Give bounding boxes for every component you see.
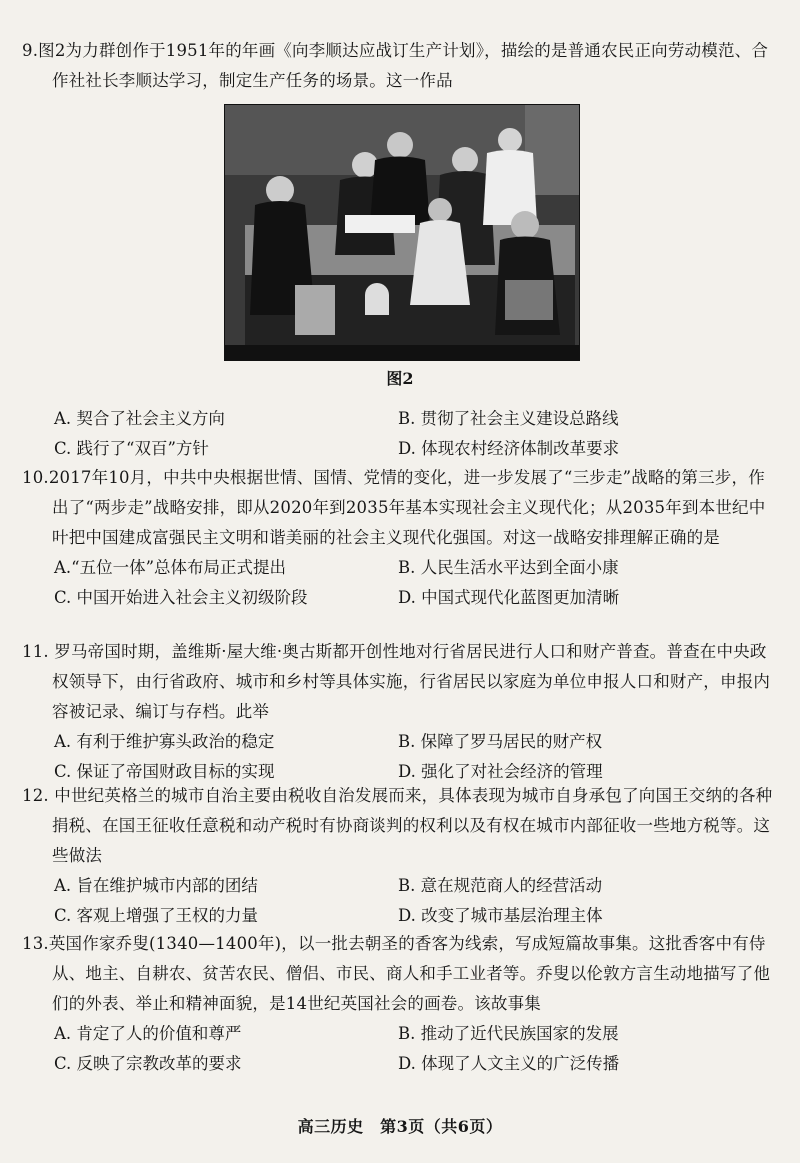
option-c[interactable]: C. 客观上增强了王权的力量	[54, 906, 259, 925]
question-13	[22, 929, 774, 1079]
figure-2-image	[225, 105, 579, 360]
question-stem: 11. 罗马帝国时期，盖维斯·屋大维·奥古斯都开创性地对行省居民进行人口和财产普查。普查在中央政权领导下，由行省政府、城市和乡村等具体实施，行省居民以家庭为单位申报人口和财产，申报内容被记录、编订与存档。此举	[22, 642, 771, 721]
question-stem: 10.2017年10月，中共中央根据世情、国情、党情的变化，进一步发展了“三步走”战略的第三步，作出了“两步走”战略安排，即从2020年到2035年基本实现社会主义现代化；从2035年到本世纪中叶把中国建成富强民主文明和谐美丽的社会主义现代化强国。对这一战略安排理解正确的是	[22, 468, 766, 547]
option-c[interactable]: C. 反映了宗教改革的要求	[54, 1054, 242, 1073]
option-c[interactable]: C. 保证了帝国财政目标的实现	[54, 762, 275, 781]
page-footer: 高三历史 第3页（共6页）	[297, 1117, 503, 1136]
option-c[interactable]: C. 中国开始进入社会主义初级阶段	[54, 588, 308, 607]
option-c[interactable]: C. 践行了“双百”方针	[54, 439, 209, 458]
woodcut-illustration	[224, 104, 580, 361]
options-row	[22, 553, 774, 583]
option-d[interactable]: D. 中国式现代化蓝图更加清晰	[398, 588, 620, 607]
option-d[interactable]: D. 改变了城市基层治理主体	[398, 906, 603, 925]
question-11	[22, 637, 774, 787]
question-9-options	[22, 404, 774, 464]
option-a[interactable]: A.“五位一体”总体布局正式提出	[54, 558, 287, 577]
option-a[interactable]: A. 肯定了人的价值和尊严	[54, 1024, 242, 1043]
options-row	[22, 404, 774, 434]
option-b[interactable]: B. 贯彻了社会主义建设总路线	[398, 409, 619, 428]
question-10	[22, 463, 774, 613]
option-b[interactable]: B. 保障了罗马居民的财产权	[398, 732, 603, 751]
options-row	[22, 1049, 774, 1079]
option-b[interactable]: B. 人民生活水平达到全面小康	[398, 558, 619, 577]
option-a[interactable]: A. 有利于维护寡头政治的稳定	[54, 732, 275, 751]
option-a[interactable]: A. 旨在维护城市内部的团结	[54, 876, 258, 895]
question-12	[22, 781, 774, 931]
question-stem: 12. 中世纪英格兰的城市自治主要由税收自治发展而来，具体表现为城市自身承包了向国王交纳的各种捐税、在国王征收任意税和动产税时有协商谈判的权利以及有权在城市内部征收一些地方税等。这些做法	[22, 786, 773, 865]
figure-caption: 图2	[386, 369, 414, 388]
option-a[interactable]: A. 契合了社会主义方向	[54, 409, 225, 428]
question-stem: 9.图2为力群创作于1951年的年画《向李顺达应战订生产计划》，描绘的是普通农民正向劳动模范、合作社社长李顺达学习，制定生产任务的场景。这一作品	[22, 41, 769, 90]
option-d[interactable]: D. 强化了对社会经济的管理	[398, 762, 603, 781]
options-row	[22, 901, 774, 931]
options-row	[22, 583, 774, 613]
options-row	[22, 871, 774, 901]
question-9	[22, 36, 774, 96]
options-row	[22, 727, 774, 757]
question-stem: 13.英国作家乔叟(1340—1400年)，以一批去朝圣的香客为线索，写成短篇故事集。这批香客中有侍从、地主、自耕农、贫苦农民、僧侣、市民、商人和手工业者等。乔叟以伦敦方言生动地描写了他们的外表、举止和精神面貌，是14世纪英国社会的画卷。该故事集	[22, 934, 771, 1013]
options-row	[22, 1019, 774, 1049]
option-d[interactable]: D. 体现了人文主义的广泛传播	[398, 1054, 620, 1073]
option-b[interactable]: B. 意在规范商人的经营活动	[398, 876, 603, 895]
options-row	[22, 434, 774, 464]
option-b[interactable]: B. 推动了近代民族国家的发展	[398, 1024, 619, 1043]
option-d[interactable]: D. 体现农村经济体制改革要求	[398, 439, 620, 458]
